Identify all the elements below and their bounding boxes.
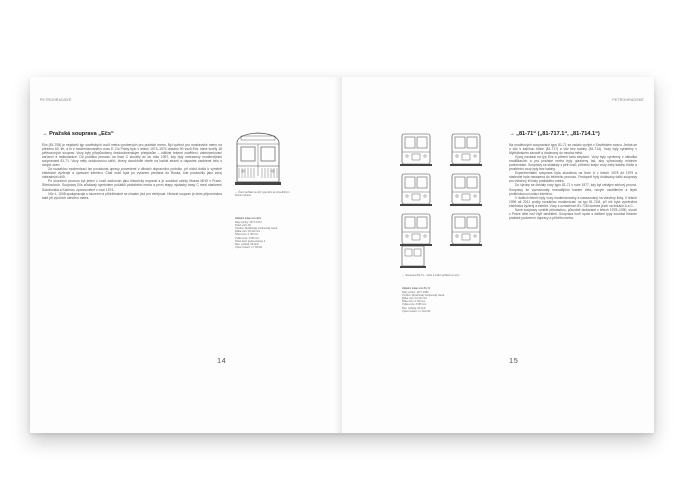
body-text-right bbox=[509, 143, 637, 220]
figure-caption-right: ← Souprava 81-71 – čelní a zadní pohled na vozy bbox=[402, 274, 460, 277]
paragraph: Za rozsáhlou modernizaci lze považovat úpravy provedené v dílnách dopravního podniku, při nichž došlo k výměně elektrické výzbroje a úpravám interiéru. Část vozů byla po vyřazení předána do Ruska, kde posloužily jako zdroj náhradních dílů. bbox=[42, 167, 222, 180]
spec-title: Základní údaje vozu Ečs bbox=[235, 217, 262, 220]
spec-block-left bbox=[235, 217, 305, 249]
paragraph: Vůz č. 1008 spolupracuje s muzeem a příležitostně se účastní jízd pro veřejnost. Historie souprav je dnes připomínána také při výročích otevření metra. bbox=[42, 191, 222, 200]
paragraph: Ečs (81-708) je nejstarší typ sovětských vozů metra vyrobených pro pražské metro. Byl vyvinut pro moskevské metro na přelomu 60. let, a to z modernizovaného vozu E. Do Prahy bylo v letech 1973–1974 dodáno 90 vozů Ečs, které tvořily 18 pětivozových souprav. Vozy byly přizpůsobeny československým předpisům – odlišně řešené osvětlení, zabezpečovací zařízení a radiostanice. Od počátku provozu na lince C sloužily až do roku 1997, kdy byly nahrazeny modernějšími soupravami 81-71. Vozy měly celokovovou skříň, čtvery dvoukřídlé dveře na každé straně a nápadné zaoblené čelo s dvojicí oken. bbox=[42, 143, 222, 168]
paragraph: Experimentální souprava byla zkoušena na lince A v letech 1978 až 1979 a následně byla nasazena do běžného provozu. Postupně byly dodávány další soupravy pro všechny tři linky pražského metra. bbox=[509, 171, 637, 184]
paragraph: Vývoj navázal na typ Ečs a přinesl řadu zlepšení. Vozy byly vyrobeny v několika modifikacích a pro pražské metro byly upraveny tak, aby vyhovovaly místním podmínkám. Soupravy se skládaly z pěti vozů, přičemž krajní vozy měly kabinu řidiče a prostřední vozy byly bez kabiny. bbox=[509, 155, 637, 172]
figure-caption-left: ← Čelní pohled na vůz typu Ečs se dvoudílným čelním oknem bbox=[235, 191, 290, 198]
spec-line: Počet vozů: 90 bbox=[235, 224, 251, 228]
spec-block-right bbox=[402, 287, 472, 313]
running-head-left: PETROHRADSKÉ bbox=[40, 98, 72, 102]
page-number-left: 14 bbox=[217, 356, 227, 365]
spec-line: Výška vozu: 3 695 mm bbox=[402, 303, 427, 307]
spec-line: Výkon motorů: 4 × 66 kW bbox=[235, 245, 262, 249]
right-page bbox=[342, 77, 654, 433]
spec-line: Počet dveří (jedna strana): 4 bbox=[235, 239, 266, 243]
spec-title: Základní údaje vozu 81-71 bbox=[402, 287, 431, 290]
metro-car-ecs-illustration bbox=[233, 132, 283, 188]
spec-line: Výkon motorů: 4 × 110 kW bbox=[402, 309, 431, 313]
metro-car-81-71-illustrations bbox=[400, 132, 490, 272]
spec-line: Max. rychlost: 90 km/h bbox=[235, 242, 259, 246]
paragraph: Po ukončení provozu byl jeden z vozů zachován jako historický exponát a je součástí sbírky Muzea MHD v Praze-Střešovicích. Soupravy Ečs zůstávají symbolem počátků pražského metra a první etapy výstavby trasy C mezi stanicemi Sokolovská a Kačerov, zprovozněné v roce 1974. bbox=[42, 179, 222, 192]
spec-line: Šířka vozu: 2 700 mm bbox=[235, 233, 259, 237]
book-spread bbox=[30, 77, 654, 433]
paragraph: Nové soupravy vzniklé přestavbou, původně dodávané v letech 1978–1990, slouží v Praze déle než čtyři desetiletí. Souprava tvoří spolu s dalšími typy součást historie pražské podzemní dopravy a příběhu metra. bbox=[509, 207, 637, 220]
paragraph: Do výroby se dostaly vozy typu 81-71 v roce 1977, kdy byl zahájen sériový provoz. Soupravy se vyznačovaly hranatějším tvarem čela, novým osvětlením a lepší protihlukovou izolací interiéru. bbox=[509, 183, 637, 196]
page-number-right: 15 bbox=[509, 356, 519, 365]
body-text-left bbox=[42, 143, 222, 200]
spec-line: Roky výroby: 1977–1990 bbox=[402, 291, 429, 295]
paragraph: V dalších letech byly vozy modernizovány a nasazovány na všechny linky. V letech 1996 až 2011 prošly rozsáhlou modernizací na typ 81-71M, při níž byla vyměněna elektrická výzbroj a interiér. Vozy s označením 81-71M dodnes jezdí na linkách A a C. bbox=[509, 195, 637, 208]
running-head-right: PETROHRADSKÉ bbox=[612, 98, 644, 102]
spec-line: Výrobce: Mytiščinský strojírenský závod bbox=[235, 227, 278, 231]
left-page bbox=[30, 77, 342, 433]
spec-line: Max. rychlost: 90 km/h bbox=[402, 306, 426, 310]
spec-line: Výška vozu: 3 695 mm bbox=[235, 236, 260, 240]
section-title-right: → „81-71“ („81-717.1“, „81-714.1“) bbox=[509, 131, 600, 137]
spec-line: Šířka vozu: 2 700 mm bbox=[402, 300, 426, 304]
section-title-left: → Pražská souprava „Ečs“ bbox=[42, 131, 114, 137]
spec-line: Výrobce: Mytiščinský strojírenský závod bbox=[402, 294, 445, 298]
spec-line: Délka vozu: 19 210 mm bbox=[235, 230, 261, 234]
spec-line: Délka vozu: 19 210 mm bbox=[402, 297, 428, 301]
spec-line: Roky výroby: 1973–1974 bbox=[235, 221, 262, 225]
paragraph: Na modelových soupravách typu 81-71 se začalo vyvíjet v Sovětském svazu. Jedná se o vůz s kabinou řidiče (81-717) a vůz bez kabiny (81-714). Vozy byly vyráběny v Mytiščinském závodě a dodávány do mnoha měst. bbox=[509, 143, 637, 156]
